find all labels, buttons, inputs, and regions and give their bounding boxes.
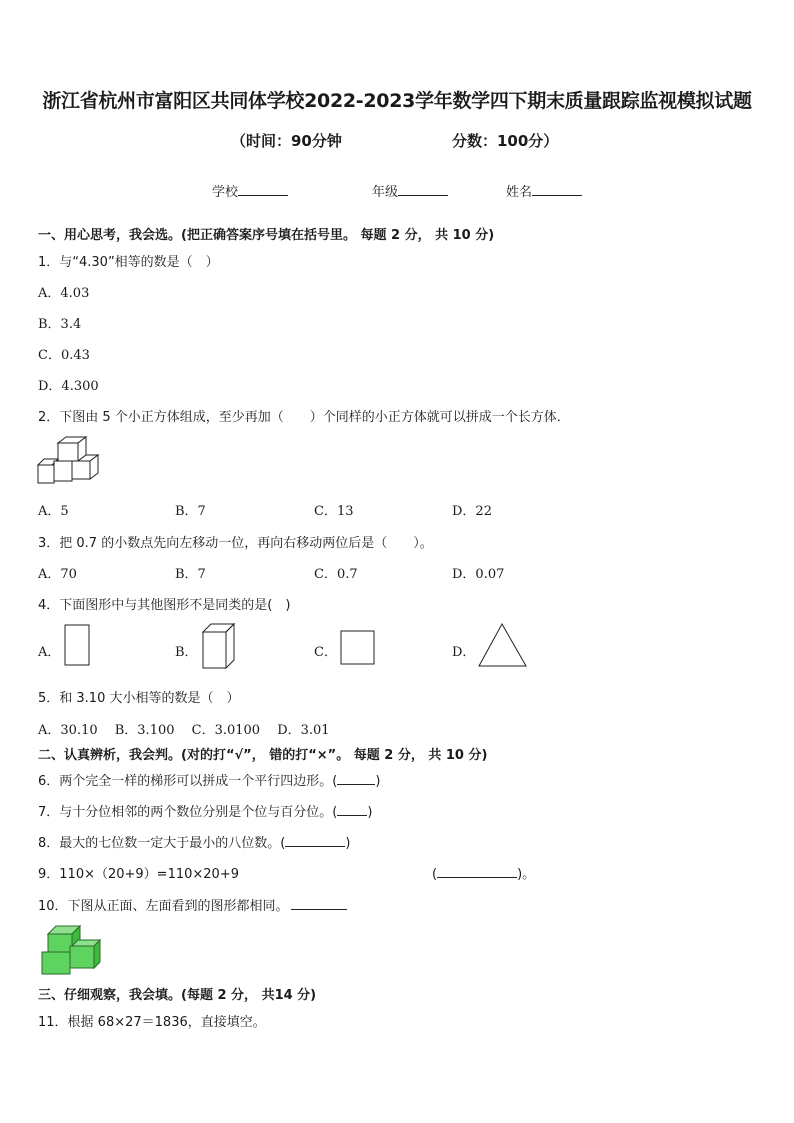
q2-option-b[interactable]: B．7 bbox=[175, 504, 206, 519]
q4-option-d[interactable]: D． bbox=[452, 645, 476, 660]
q6-answer-blank[interactable] bbox=[337, 772, 375, 785]
school-label: 学校 bbox=[212, 185, 239, 200]
square-shape bbox=[340, 630, 376, 666]
q6-text: 6．两个完全一样的梯形可以拼成一个平行四边形。( bbox=[38, 774, 338, 789]
q9-open: ( bbox=[432, 867, 438, 882]
q3-option-a[interactable]: A．70 bbox=[38, 567, 77, 582]
q8-close: ) bbox=[345, 836, 351, 851]
q4-option-a[interactable]: A． bbox=[38, 645, 61, 660]
page-title: 浙江省杭州市富阳区共同体学校2022-2023学年数学四下期末质量跟踪监视模拟试题 bbox=[42, 90, 752, 112]
q9-answer bbox=[432, 863, 535, 882]
section3-heading: 三、仔细观察，我会填。(每题 2 分， 共14 分) bbox=[38, 988, 317, 1003]
grade-field[interactable] bbox=[372, 181, 448, 200]
q5-options[interactable]: A．30.10 B．3.100 C．3.0100 D．3.01 bbox=[38, 723, 330, 738]
q4-option-c[interactable]: C． bbox=[314, 645, 337, 660]
q1-stem: 1．与“4.30”相等的数是（ ） bbox=[38, 255, 219, 270]
q10-row bbox=[38, 895, 347, 914]
q8-row bbox=[38, 832, 350, 851]
q4-option-b[interactable]: B． bbox=[175, 645, 198, 660]
q3-stem: 3．把 0.7 的小数点先向左移动一位，再向右移动两位后是（ ）。 bbox=[38, 536, 433, 551]
q10-green-cubes-figure bbox=[40, 922, 104, 976]
q8-answer-blank[interactable] bbox=[285, 834, 345, 847]
q10-text: 10．下图从正面、左面看到的图形都相同。 bbox=[38, 899, 289, 914]
q1-option-c[interactable]: C．0.43 bbox=[38, 348, 90, 363]
q5-stem: 5．和 3.10 大小相等的数是（ ） bbox=[38, 691, 240, 706]
rectangle-shape bbox=[64, 624, 92, 668]
q10-answer-blank[interactable] bbox=[291, 897, 347, 910]
cuboid-shape bbox=[201, 622, 237, 670]
section1-heading: 一、用心思考，我会选。(把正确答案序号填在括号里。 每题 2 分， 共 10 分) bbox=[38, 228, 495, 243]
q7-answer-blank[interactable] bbox=[337, 803, 367, 816]
q2-option-c[interactable]: C．13 bbox=[314, 504, 354, 519]
q2-option-d[interactable]: D．22 bbox=[452, 504, 492, 519]
triangle-shape bbox=[478, 622, 528, 668]
q1-option-d[interactable]: D．4.300 bbox=[38, 379, 99, 394]
q3-option-b[interactable]: B．7 bbox=[175, 567, 206, 582]
q4-stem: 4．下面图形中与其他图形不是同类的是( ) bbox=[38, 598, 291, 613]
q7-text: 7．与十分位相邻的两个数位分别是个位与百分位。( bbox=[38, 805, 338, 820]
grade-label: 年级 bbox=[372, 185, 399, 200]
q8-text: 8．最大的七位数一定大于最小的八位数。( bbox=[38, 836, 286, 851]
exam-score: 分数：100分） bbox=[452, 132, 559, 150]
q2-option-a[interactable]: A．5 bbox=[38, 504, 69, 519]
q2-stem: 2．下图由 5 个小正方体组成，至少再加（ ）个同样的小正方体就可以拼成一个长方体． bbox=[38, 410, 570, 425]
q9-text: 9．110×（20+9）=110×20+9 bbox=[38, 867, 239, 882]
q1-option-b[interactable]: B．3.4 bbox=[38, 317, 82, 332]
q6-row bbox=[38, 770, 380, 789]
q11-text: 11．根据 68×27＝1836，直接填空。 bbox=[38, 1015, 266, 1030]
name-label: 姓名 bbox=[506, 185, 533, 200]
q6-close: ) bbox=[375, 774, 381, 789]
q7-close: ) bbox=[367, 805, 373, 820]
q2-cubes-figure bbox=[38, 435, 100, 487]
name-field[interactable] bbox=[506, 181, 582, 200]
q9-close: )。 bbox=[517, 867, 536, 882]
q3-option-c[interactable]: C．0.7 bbox=[314, 567, 358, 582]
q1-option-a[interactable]: A．4.03 bbox=[38, 286, 90, 301]
exam-time: （时间：90分钟 bbox=[231, 132, 342, 150]
q9-answer-blank[interactable] bbox=[437, 865, 517, 878]
q7-row bbox=[38, 801, 372, 820]
school-field[interactable] bbox=[212, 181, 288, 200]
q3-option-d[interactable]: D．0.07 bbox=[452, 567, 505, 582]
section2-heading: 二、认真辨析，我会判。(对的打“√”， 错的打“×”。 每题 2 分， 共 10 分) bbox=[38, 748, 488, 763]
